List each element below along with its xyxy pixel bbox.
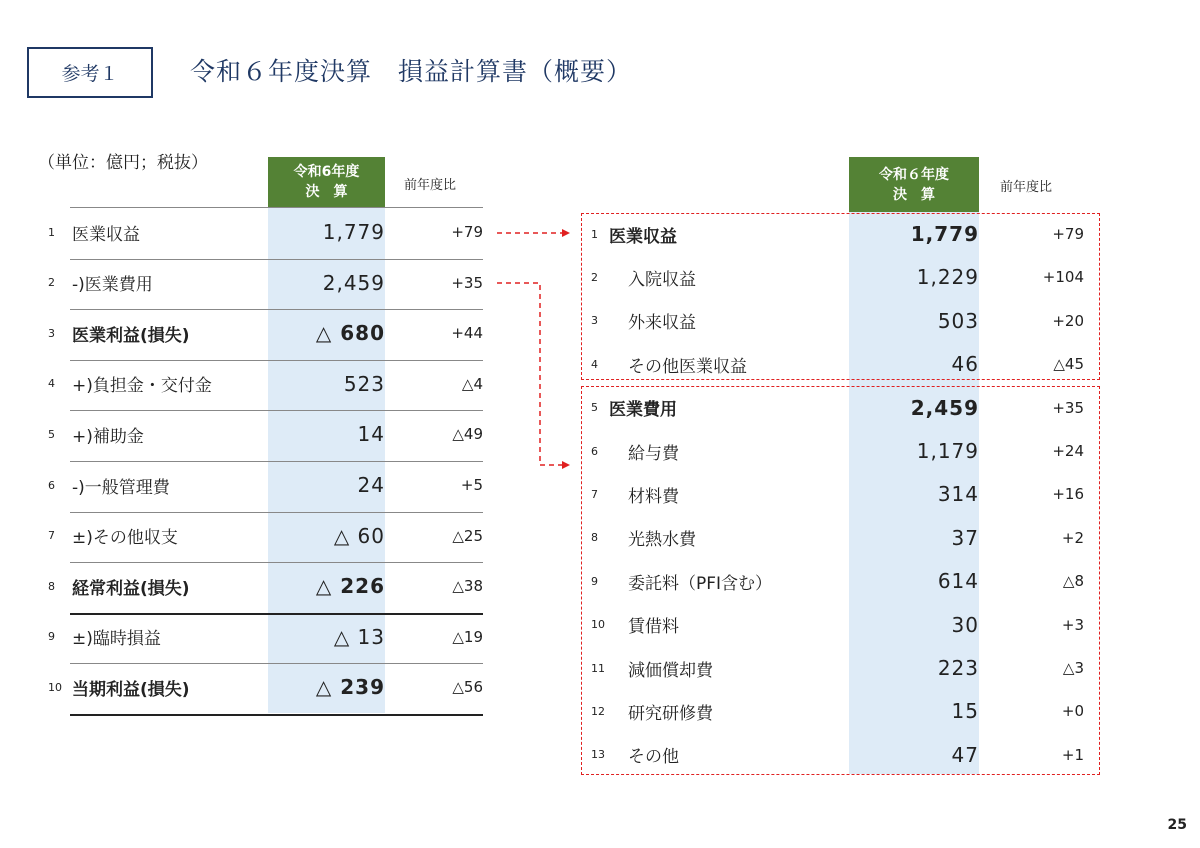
row-label: 経常利益(損失): [72, 578, 190, 599]
row-value: 47: [951, 742, 979, 767]
row-value: 15: [951, 699, 979, 724]
row-number: 2: [48, 276, 55, 290]
row-number: 4: [48, 377, 55, 391]
row-value: 1,179: [916, 439, 979, 463]
row-value: 523: [343, 371, 385, 396]
left-year-header: [268, 157, 385, 207]
left-header-line: [70, 207, 483, 208]
row-label: 賃借料: [628, 617, 679, 638]
row-diff: △4: [461, 374, 483, 393]
row-number: 13: [591, 748, 605, 762]
row-value: 503: [937, 308, 979, 333]
row-diff: +5: [460, 476, 483, 494]
page-title: 令和６年度決算 損益計算書（概要）: [190, 57, 633, 86]
row-number: 8: [48, 579, 55, 593]
row-diff: +79: [451, 223, 483, 241]
unit-note: （単位：億円；税抜）: [38, 153, 208, 173]
row-label: 医業費用: [609, 400, 677, 421]
row-diff: +16: [1052, 485, 1084, 504]
row-diff: +79: [1052, 225, 1084, 243]
right-year-header-bottom: 決 算: [893, 186, 935, 203]
row-value: 24: [357, 473, 385, 497]
row-label: 研究研修費: [628, 703, 713, 724]
row-number: 2: [591, 270, 598, 284]
page-number: 25: [1167, 817, 1187, 833]
row-label: 委託料（PFI含む）: [628, 573, 773, 594]
row-label: 材料費: [628, 486, 679, 507]
row-label: ±)臨時損益: [72, 629, 161, 650]
row-diff: △45: [1053, 355, 1084, 374]
row-number: 6: [591, 444, 598, 458]
row-value: △ 13: [333, 624, 385, 649]
left-diff-header: 前年度比: [404, 178, 457, 193]
row-value: △ 680: [315, 321, 385, 346]
row-number: 9: [48, 630, 55, 644]
row-number: 10: [48, 680, 62, 694]
row-number: 7: [48, 529, 55, 543]
row-diff: △3: [1062, 659, 1084, 677]
row-label: 光熱水費: [628, 530, 696, 551]
left-year-header-top: 令和6年度: [293, 164, 360, 180]
right-diff-header: 前年度比: [1000, 180, 1053, 195]
row-diff: +35: [1052, 398, 1084, 417]
row-number: 5: [591, 401, 598, 415]
row-number: 3: [591, 314, 598, 328]
row-diff: △49: [452, 425, 483, 444]
row-label: -)一般管理費: [72, 477, 170, 498]
row-label: 医業収益: [609, 226, 677, 247]
row-value: △ 60: [333, 523, 385, 548]
row-value: 37: [951, 525, 979, 550]
row-value: 1,779: [910, 222, 979, 246]
row-label: 給与費: [628, 443, 679, 464]
row-label: +)負担金・交付金: [72, 376, 212, 397]
row-number: 9: [591, 574, 598, 588]
row-label: 当期利益(損失): [72, 679, 190, 700]
row-diff: △19: [452, 627, 483, 646]
row-number: 1: [591, 227, 598, 241]
revenue-detail-box: [581, 213, 1100, 380]
row-diff: +3: [1061, 615, 1084, 634]
row-label: その他: [628, 747, 679, 768]
row-value: 2,459: [910, 395, 979, 420]
row-number: 11: [591, 661, 605, 675]
row-number: 7: [591, 487, 598, 501]
reference-label: 参考１: [27, 47, 153, 98]
row-diff: +44: [451, 324, 483, 343]
row-number: 12: [591, 704, 605, 718]
row-value: 614: [937, 569, 979, 594]
row-number: 4: [591, 357, 598, 371]
row-label: その他医業収益: [628, 356, 747, 377]
row-diff: +104: [1042, 268, 1084, 287]
row-diff: +24: [1052, 442, 1084, 460]
row-label: +)補助金: [72, 426, 144, 447]
left-year-header-bottom: 決 算: [305, 184, 348, 200]
row-number: 6: [48, 478, 55, 492]
row-diff: +20: [1052, 311, 1084, 330]
row-diff: +0: [1061, 702, 1084, 721]
row-value: 1,229: [916, 265, 979, 290]
row-number: 10: [591, 618, 605, 632]
row-label: 医業利益(損失): [72, 325, 190, 346]
row-diff: △38: [452, 577, 483, 596]
row-label: 外来収益: [628, 313, 696, 334]
right-year-header-top: 令和６年度: [879, 166, 949, 183]
row-diff: +2: [1061, 528, 1084, 547]
row-label: 減価償却費: [628, 660, 713, 681]
row-value: 46: [951, 352, 979, 377]
row-value: 14: [357, 422, 385, 447]
row-diff: △56: [452, 678, 483, 697]
right-year-header: [849, 157, 979, 212]
row-number: 5: [48, 427, 55, 441]
expense-detail-box: [581, 386, 1100, 775]
row-value: 1,779: [322, 220, 385, 244]
row-label: ±)その他収支: [72, 528, 178, 549]
row-number: 1: [48, 225, 55, 239]
row-diff: +35: [451, 273, 483, 292]
row-value: 223: [937, 656, 979, 680]
row-value: 30: [951, 612, 979, 637]
row-label: 医業収益: [72, 224, 140, 245]
row-value: △ 226: [315, 574, 385, 599]
row-label: 入院収益: [628, 269, 696, 290]
row-value: 314: [937, 482, 979, 507]
row-label: -)医業費用: [72, 275, 153, 296]
row-diff: △8: [1062, 572, 1084, 591]
row-number: 8: [591, 531, 598, 545]
row-value: △ 239: [315, 675, 385, 700]
row-number: 3: [48, 326, 55, 340]
row-value: 2,459: [322, 270, 385, 295]
row-diff: △25: [452, 526, 483, 545]
row-diff: +1: [1061, 745, 1084, 764]
